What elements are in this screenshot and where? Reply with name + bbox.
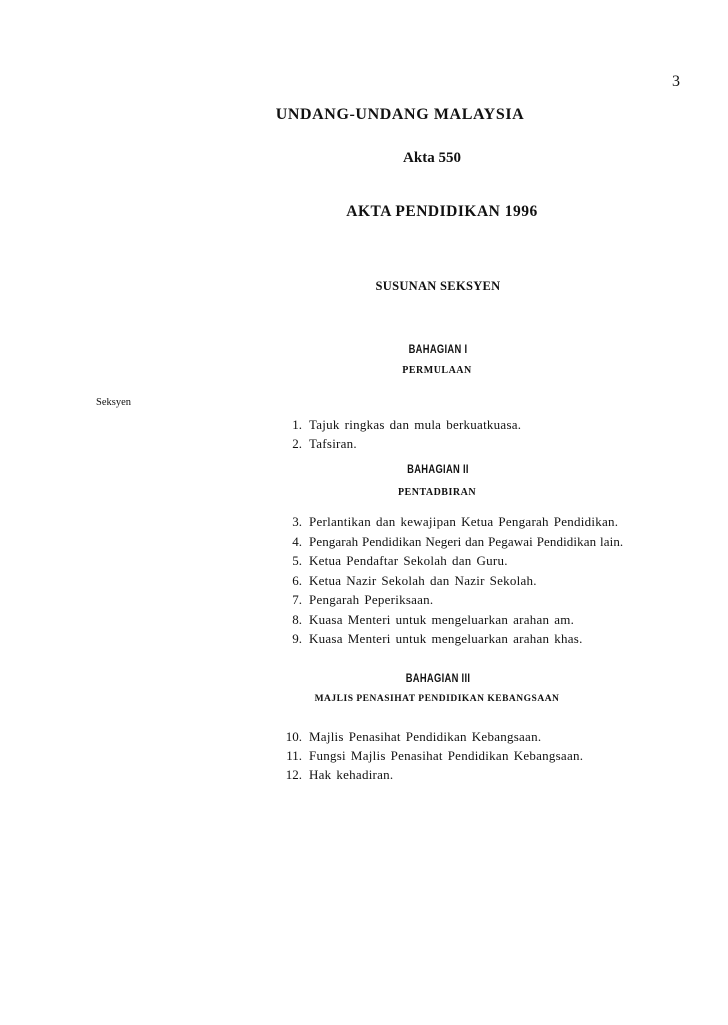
section-title: Fungsi Majlis Penasihat Pendidikan Kebangsaan. — [309, 748, 584, 763]
section-title: Ketua Nazir Sekolah dan Nazir Sekolah. — [309, 573, 537, 588]
section-title: Pengarah Peperiksaan. — [309, 592, 434, 607]
section-title: Majlis Penasihat Pendidikan Kebangsaan. — [309, 729, 542, 744]
part-2-name: PENTADBIRAN — [397, 487, 477, 498]
section-number: 11. — [286, 748, 302, 763]
section-number: 7. — [292, 592, 302, 607]
part-3-name: MAJLIS PENASIHAT PENDIDIKAN KEBANGSAAN — [314, 694, 560, 704]
page-number: 3 — [672, 73, 680, 90]
section-number: 10. — [285, 729, 302, 744]
part-1-name: PERMULAAN — [402, 365, 472, 376]
section-title: Hak kehadiran. — [309, 767, 394, 782]
section-column-label: Seksyen — [96, 397, 131, 408]
section-title: Tajuk ringkas dan mula berkuatkuasa. — [309, 417, 522, 432]
section-title: Ketua Pendaftar Sekolah dan Guru. — [309, 553, 508, 568]
section-number: 9. — [292, 631, 302, 646]
part-3-title: BAHAGIAN III — [405, 671, 471, 685]
section-number: 5. — [292, 553, 302, 568]
section-number: 3. — [292, 514, 302, 529]
section-number: 2. — [292, 436, 302, 451]
section-title: Kuasa Menteri untuk mengeluarkan arahan khas. — [309, 631, 583, 646]
act-name: AKTA PENDIDIKAN 1996 — [346, 203, 538, 220]
section-title: Kuasa Menteri untuk mengeluarkan arahan am. — [309, 612, 575, 627]
law-title: UNDANG-UNDANG MALAYSIA — [275, 106, 525, 123]
part-1-title: BAHAGIAN I — [408, 342, 468, 356]
section-title: Pengarah Pendidikan Negeri dan Pegawai Pendidikan lain. — [309, 534, 624, 549]
section-title: Perlantikan dan kewajipan Ketua Pengarah Pendidikan. — [309, 514, 619, 529]
arrangement-of-sections-title: SUSUNAN SEKSYEN — [375, 279, 501, 293]
section-number: 4. — [292, 534, 302, 549]
section-number: 1. — [292, 417, 302, 432]
act-number: Akta 550 — [403, 150, 461, 166]
section-number: 6. — [292, 573, 302, 588]
section-number: 12. — [285, 767, 302, 782]
part-2-title: BAHAGIAN II — [407, 462, 469, 476]
section-number: 8. — [292, 612, 302, 627]
section-title: Tafsiran. — [309, 436, 357, 451]
